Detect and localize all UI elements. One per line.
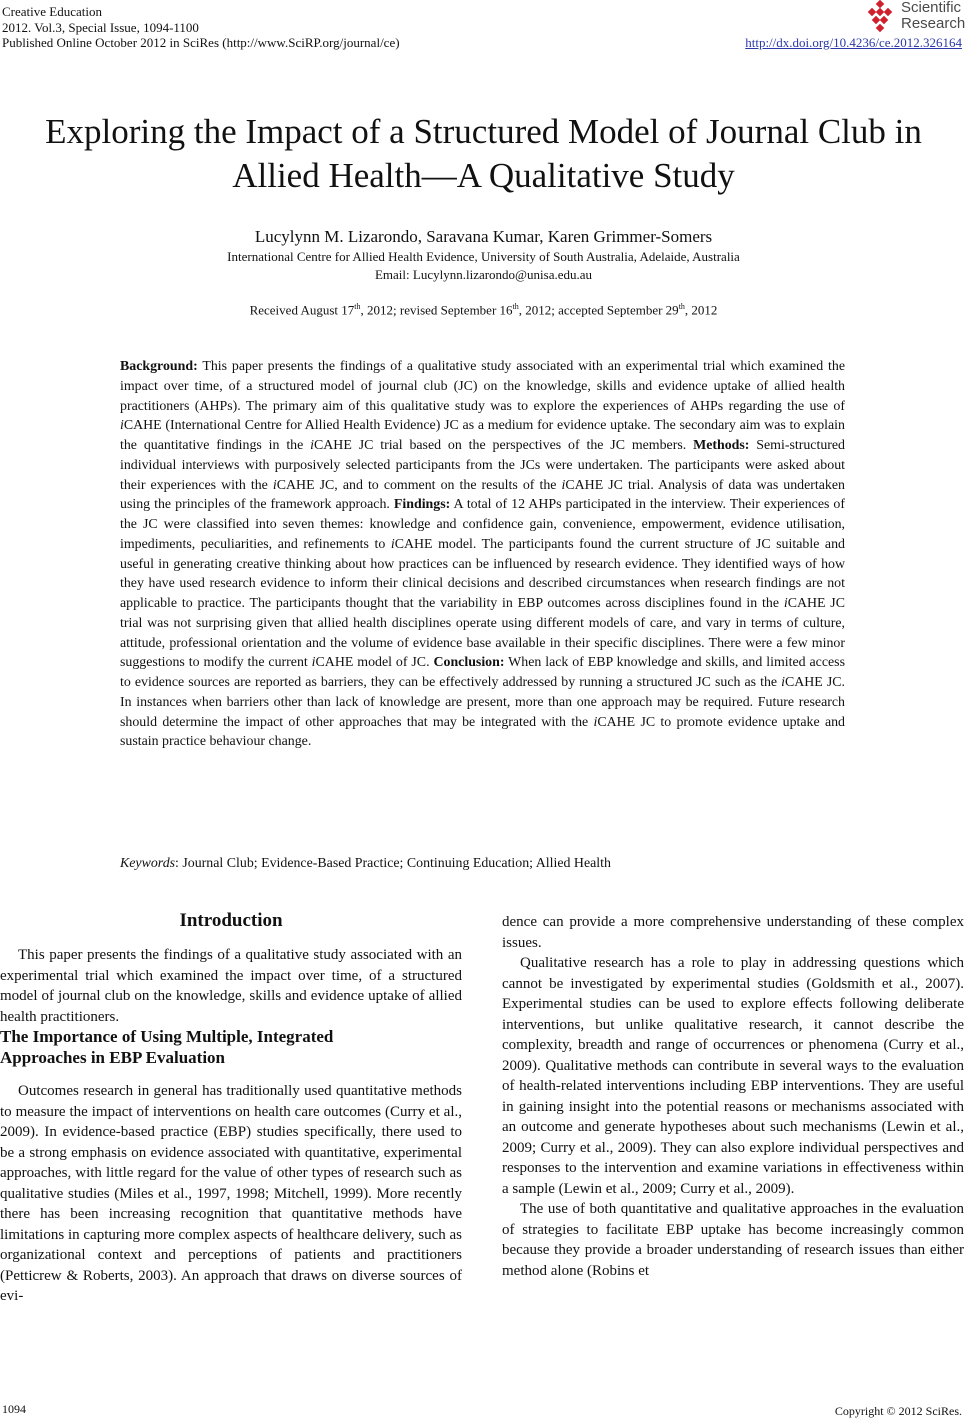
intro-paragraph: This paper presents the findings of a qualitative study associated with an experimental trial which examined the impact over time, of a structured model of journal club on the knowledge, skills and evidence uptake of allied health practitioners. <box>0 947 462 1025</box>
abstract: Background: This paper presents the findings of a qualitative study associated with an experimental trial which examined the impact over time, of a structured model of journal club (JC) on the knowledge, skills and evidence uptake of allied health practitioners (AHPs). The primary aim of this qualitative study was to explore the experiences of AHPs regarding the use of iCAHE (International Centre for Allied Health Evidence) JC as a medium for evidence uptake. The secondary aim was to explain the quantitative findings in the iCAHE JC trial based on the perspectives of the JC members. Methods: Semi-structured individual interviews with purposively selected participants from the JCs were undertaken. The participants were asked about their experiences with the iCAHE JC, and to comment on the results of the iCAHE JC trial. Analysis of data was undertaken using the principles of the framework approach. Findings: A total of 12 AHPs participated in the interview. Their experiences of the JC were classified into seven themes: knowledge and confidence gain, convenience, empowerment, evidence utilisation, impediments, peculiarities, and refinements to iCAHE model. The participants found the current structure of JC suitable and useful in generating creative thinking about how practices can be influenced by research evidence. They identified ways of how they have used research evidence to inform their clinical decisions and described circumstances when research findings are not applicable to practice. The participants thought that the variability in EBP outcomes across disciplines found in the iCAHE JC trial was not surprising given that allied health disciplines operate using different models of care, and vary in terms of culture, attitude, professional orientation and the volume of evidence base available in their specific disciplines. There were a few minor suggestions to modify the current iCAHE model of JC. Conclusion: When lack of EBP knowledge and skills, and limited access to evidence sources are reported as barriers, they can be effectively addressed by running a structured JC such as the iCAHE JC. In instances when barriers other than lack of knowledge are present, more than one approach may be required. Future research should determine the impact of other approaches that may be integrated with the iCAHE JC to promote evidence uptake and sustain practice behaviour change. <box>120 359 846 750</box>
left-body-paragraph: Outcomes research in general has traditionally used quantitative methods to measure the impact of interventions on health care outcomes (Curry et al., 2009). In evidence-based practice (EBP) studies specifically, there used to be a strong emphasis on evidence associated with quantitative, experimental approaches, with little regard for the value of other types of research such as qualitative studies (Miles et al., 1997, 1998; Mitchell, 1999). More recently there has been increasing recognition that quantitative methods have limitations in capturing more complex aspects of healthcare delivery, such as organizational context and perceptions of patients and practitioners (Petticrew & Roberts, 2003). An approach that draws on diverse sources of evi- <box>0 1083 462 1304</box>
page-number: 1094 <box>2 1402 26 1416</box>
logo-wordmark <box>901 0 965 32</box>
received-dates: Received August 17th, 2012; revised September 16th, 2012; accepted September 29th, 2012 <box>249 302 718 318</box>
findings-label: Findings: <box>393 497 451 513</box>
affiliation: International Centre for Allied Health Evidence, University of South Australia, Adelaide, Australia <box>227 249 740 264</box>
introduction-heading: Introduction <box>179 910 283 931</box>
authors: Lucylynn M. Lizarondo, Saravana Kumar, Karen Grimmer-Somers <box>254 227 713 246</box>
author-email: Email: Lucylynn.lizarondo@unisa.edu.au <box>374 267 593 282</box>
right-paragraph-2: The use of both quantitative and qualitative approaches in the evaluation of strategies to facilitate EBP uptake has become increasingly common because they provide a broader understanding of research issues than either method alone (Robins et <box>502 1201 964 1279</box>
keywords-label: Keywords <box>120 856 176 871</box>
published-info: Published Online October 2012 in SciRes (http://www.SciRP.org/journal/ce) <box>2 35 400 50</box>
logo-line-1: Scientific <box>901 0 962 16</box>
volume-info: 2012. Vol.3, Special Issue, 1094-1100 <box>2 19 199 35</box>
logo-line-2: Research <box>901 15 966 32</box>
running-header <box>2 4 400 51</box>
copyright: Copyright © 2012 SciRes. <box>834 1404 962 1418</box>
paper-title <box>0 110 967 198</box>
scientific-research-logo-icon <box>863 0 897 34</box>
methods-label: Methods: <box>693 438 750 453</box>
keywords: Keywords: Journal Club; Evidence-Based Practice; Continuing Education; Allied Health <box>120 856 611 871</box>
title-line-2: Allied Health—A Qualitative Study <box>232 156 735 195</box>
title-line-1: Exploring the Impact of a Structured Model of Journal Club in <box>45 112 922 151</box>
continued-paragraph: dence can provide a more comprehensive understanding of these complex issues. <box>502 914 964 951</box>
journal-name: Creative Education <box>2 4 102 19</box>
background-label: Background: <box>120 359 198 374</box>
doi-link[interactable]: http://dx.doi.org/10.4236/ce.2012.326164 <box>745 35 962 50</box>
right-paragraph-1: Qualitative research has a role to play in addressing questions which cannot be investigated by experimental studies (Goldsmith et al., 2007). Experimental studies can be used to explore effects following deliberate interventions, but unlike qualitative research, it cannot describe the complexity, breadth and range of occurrences or phenomena (Curry et al., 2009). Qualitative methods can contribute in several ways to the evaluation of health-related interventions including EBP interventions. They are useful in gaining insight into the potential reasons or mechanisms associated with an outcome and generate hypotheses about such mechanisms (Lewin et al., 2009; Curry et al., 2009). They can also explore individual perspectives and responses to the intervention and examine variations in effectiveness within a sample (Lewin et al., 2009; Curry et al., 2009). <box>502 955 964 1197</box>
subsection-heading: The Importance of Using Multiple, Integrated Approaches in EBP Evaluation <box>0 1027 334 1067</box>
conclusion-label: Conclusion: <box>433 655 505 671</box>
right-column-text <box>502 912 964 1281</box>
